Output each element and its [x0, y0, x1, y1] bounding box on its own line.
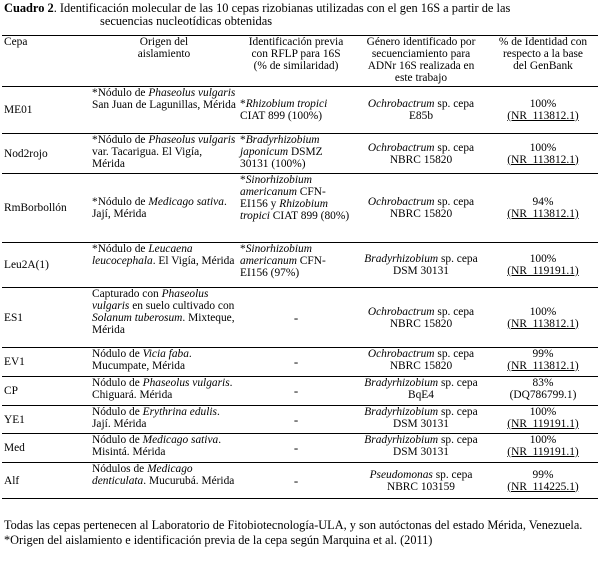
- header-previous-identification: Identificación previa con RFLP para 16S (% de similaridad): [238, 36, 354, 87]
- previous-id-cell: *Sinorhizobium americanum CFN-EI156 (97%): [238, 243, 354, 288]
- origin-cell: Nódulos de Medicago denticulata. Mucurubá. Mérida: [90, 463, 238, 499]
- strain-cell: EV1: [2, 348, 90, 377]
- genbank-accession: (NR_119191.1): [507, 446, 579, 458]
- table-row: [2, 434, 598, 463]
- previous-id-cell: *Rhizobium tropici CIAT 899 (100%): [238, 87, 354, 134]
- identity-cell: 100% (NR_113812.1): [488, 87, 598, 134]
- genbank-accession: (NR_119191.1): [507, 418, 579, 430]
- origin-cell: Nódulo de Vicia faba. Mucumpate, Mérida: [90, 348, 238, 377]
- caption-text: . Identificación molecular de las 10 cepas rizobianas utilizadas con el gen 16S a partir de las: [53, 1, 511, 15]
- header-origin: Origen del aislamiento: [90, 36, 238, 87]
- previous-id-cell: -: [238, 348, 354, 377]
- identity-cell: 100% (NR_113812.1): [488, 288, 598, 348]
- table-row: [2, 288, 598, 348]
- origin-cell: *Nódulo de Phaseolus vulgaris var. Tacarigua. El Vigía, Mérida: [90, 134, 238, 174]
- strain-cell: Leu2A(1): [2, 243, 90, 288]
- table-footnote: Todas las cepas pertenecen al Laboratorio de Fitobiotecnología-ULA, y son autóctonas del estado Mérida, Venezuela. *Origen del aislamiento e identificación previa de la cepa según Marquina et al. (2011): [4, 518, 583, 547]
- genus-cell: Ochrobactrum sp. cepa NBRC 15820: [354, 288, 488, 348]
- genbank-accession: (NR_113812.1): [507, 110, 579, 122]
- origin-cell: Nódulo de Erythrina edulis. Jají. Mérida: [90, 406, 238, 434]
- previous-id-cell: -: [238, 288, 354, 348]
- header-identified-genus: Género identificado por secuenciamiento para ADNr 16S realizada en este trabajo: [354, 36, 488, 87]
- identity-cell: 83% (DQ786799.1): [488, 377, 598, 406]
- table-row: [2, 406, 598, 434]
- origin-cell: *Nódulo de Leucaena leucocephala. El Vigía, Mérida: [90, 243, 238, 288]
- genus-cell: Ochrobactrum sp. cepa NBRC 15820: [354, 134, 488, 174]
- identity-cell: 100% (NR_119191.1): [488, 406, 598, 434]
- origin-cell: Capturado con Phaseolus vulgaris en suelo cultivado con Solanum tuberosum. Mixteque, Mérida: [90, 288, 238, 348]
- strain-cell: ME01: [2, 87, 90, 134]
- table-row: [2, 174, 598, 243]
- origin-cell: *Nódulo de Medicago sativa. Jají, Mérida: [90, 174, 238, 243]
- origin-cell: Nódulo de Phaseolus vulgaris. Chiguará. Mérida: [90, 377, 238, 406]
- identity-cell: 100% (NR_119191.1): [488, 434, 598, 463]
- genus-cell: Bradyrhizobium sp. cepa BqE4: [354, 377, 488, 406]
- strain-cell: ES1: [2, 288, 90, 348]
- genbank-accession: (NR_113812.1): [507, 153, 579, 166]
- table-caption: [4, 2, 596, 28]
- previous-id-cell: -: [238, 463, 354, 499]
- genus-cell: Ochrobactrum sp. cepa NBRC 15820: [354, 348, 488, 377]
- strain-cell: Alf: [2, 463, 90, 499]
- genus-cell: Ochrobactrum sp. cepa E85b: [354, 87, 488, 134]
- caption-label: Cuadro 2: [4, 1, 54, 15]
- previous-id-cell: -: [238, 377, 354, 406]
- genbank-accession: (NR_119191.1): [507, 265, 579, 277]
- strain-cell: Med: [2, 434, 90, 463]
- table-header-row: [2, 36, 598, 87]
- genus-cell: Bradyrhizobium sp. cepa DSM 30131: [354, 434, 488, 463]
- previous-id-cell: *Bradyrhizobium japonicum DSMZ 30131 (100%): [238, 134, 354, 174]
- previous-id-cell: -: [238, 434, 354, 463]
- table-row: [2, 377, 598, 406]
- strain-cell: CP: [2, 377, 90, 406]
- header-identity-percent: % de Identidad con respecto a la base del GenBank: [488, 36, 598, 87]
- genus-cell: Pseudomonas sp. cepa NBRC 103159: [354, 463, 488, 499]
- strain-cell: Nod2rojo: [2, 134, 90, 174]
- table-row: [2, 87, 598, 134]
- identity-cell: 100% (NR_113812.1): [488, 134, 598, 174]
- strain-cell: YE1: [2, 406, 90, 434]
- genbank-accession: (DQ786799.1): [509, 389, 577, 401]
- header-strain: Cepa: [2, 36, 90, 87]
- genus-cell: Bradyrhizobium sp. cepa DSM 30131: [354, 406, 488, 434]
- genbank-accession: (NR_114225.1): [507, 480, 579, 493]
- genbank-accession: (NR_113812.1): [507, 317, 579, 330]
- table-row: [2, 243, 598, 288]
- origin-cell: *Nódulo de Phaseolus vulgaris San Juan de Lagunillas, Mérida: [90, 87, 238, 134]
- previous-id-cell: *Sinorhizobium americanum CFN-EI156 y Rhizobium tropici CIAT 899 (80%): [238, 174, 354, 243]
- identity-cell: 94% (NR_113812.1): [488, 174, 598, 243]
- genus-cell: Bradyrhizobium sp. cepa DSM 30131: [354, 243, 488, 288]
- identity-cell: 99% (NR_114225.1): [488, 463, 598, 499]
- strain-identification-table: [2, 35, 598, 499]
- genus-cell: Ochrobactrum sp. cepa NBRC 15820: [354, 174, 488, 243]
- genbank-accession: (NR_113812.1): [507, 208, 579, 220]
- strain-cell: RmBorbollón: [2, 174, 90, 243]
- table-row: [2, 348, 598, 377]
- table-row: [2, 134, 598, 174]
- identity-cell: 99% (NR_113812.1): [488, 348, 598, 377]
- origin-cell: Nódulo de Medicago sativa. Misintá. Mérida: [90, 434, 238, 463]
- genbank-accession: (NR_113812.1): [507, 360, 579, 372]
- caption-text-continued: secuencias nucleotídicas obtenidas: [100, 14, 273, 28]
- identity-cell: 100% (NR_119191.1): [488, 243, 598, 288]
- previous-id-cell: -: [238, 406, 354, 434]
- table-row: [2, 463, 598, 499]
